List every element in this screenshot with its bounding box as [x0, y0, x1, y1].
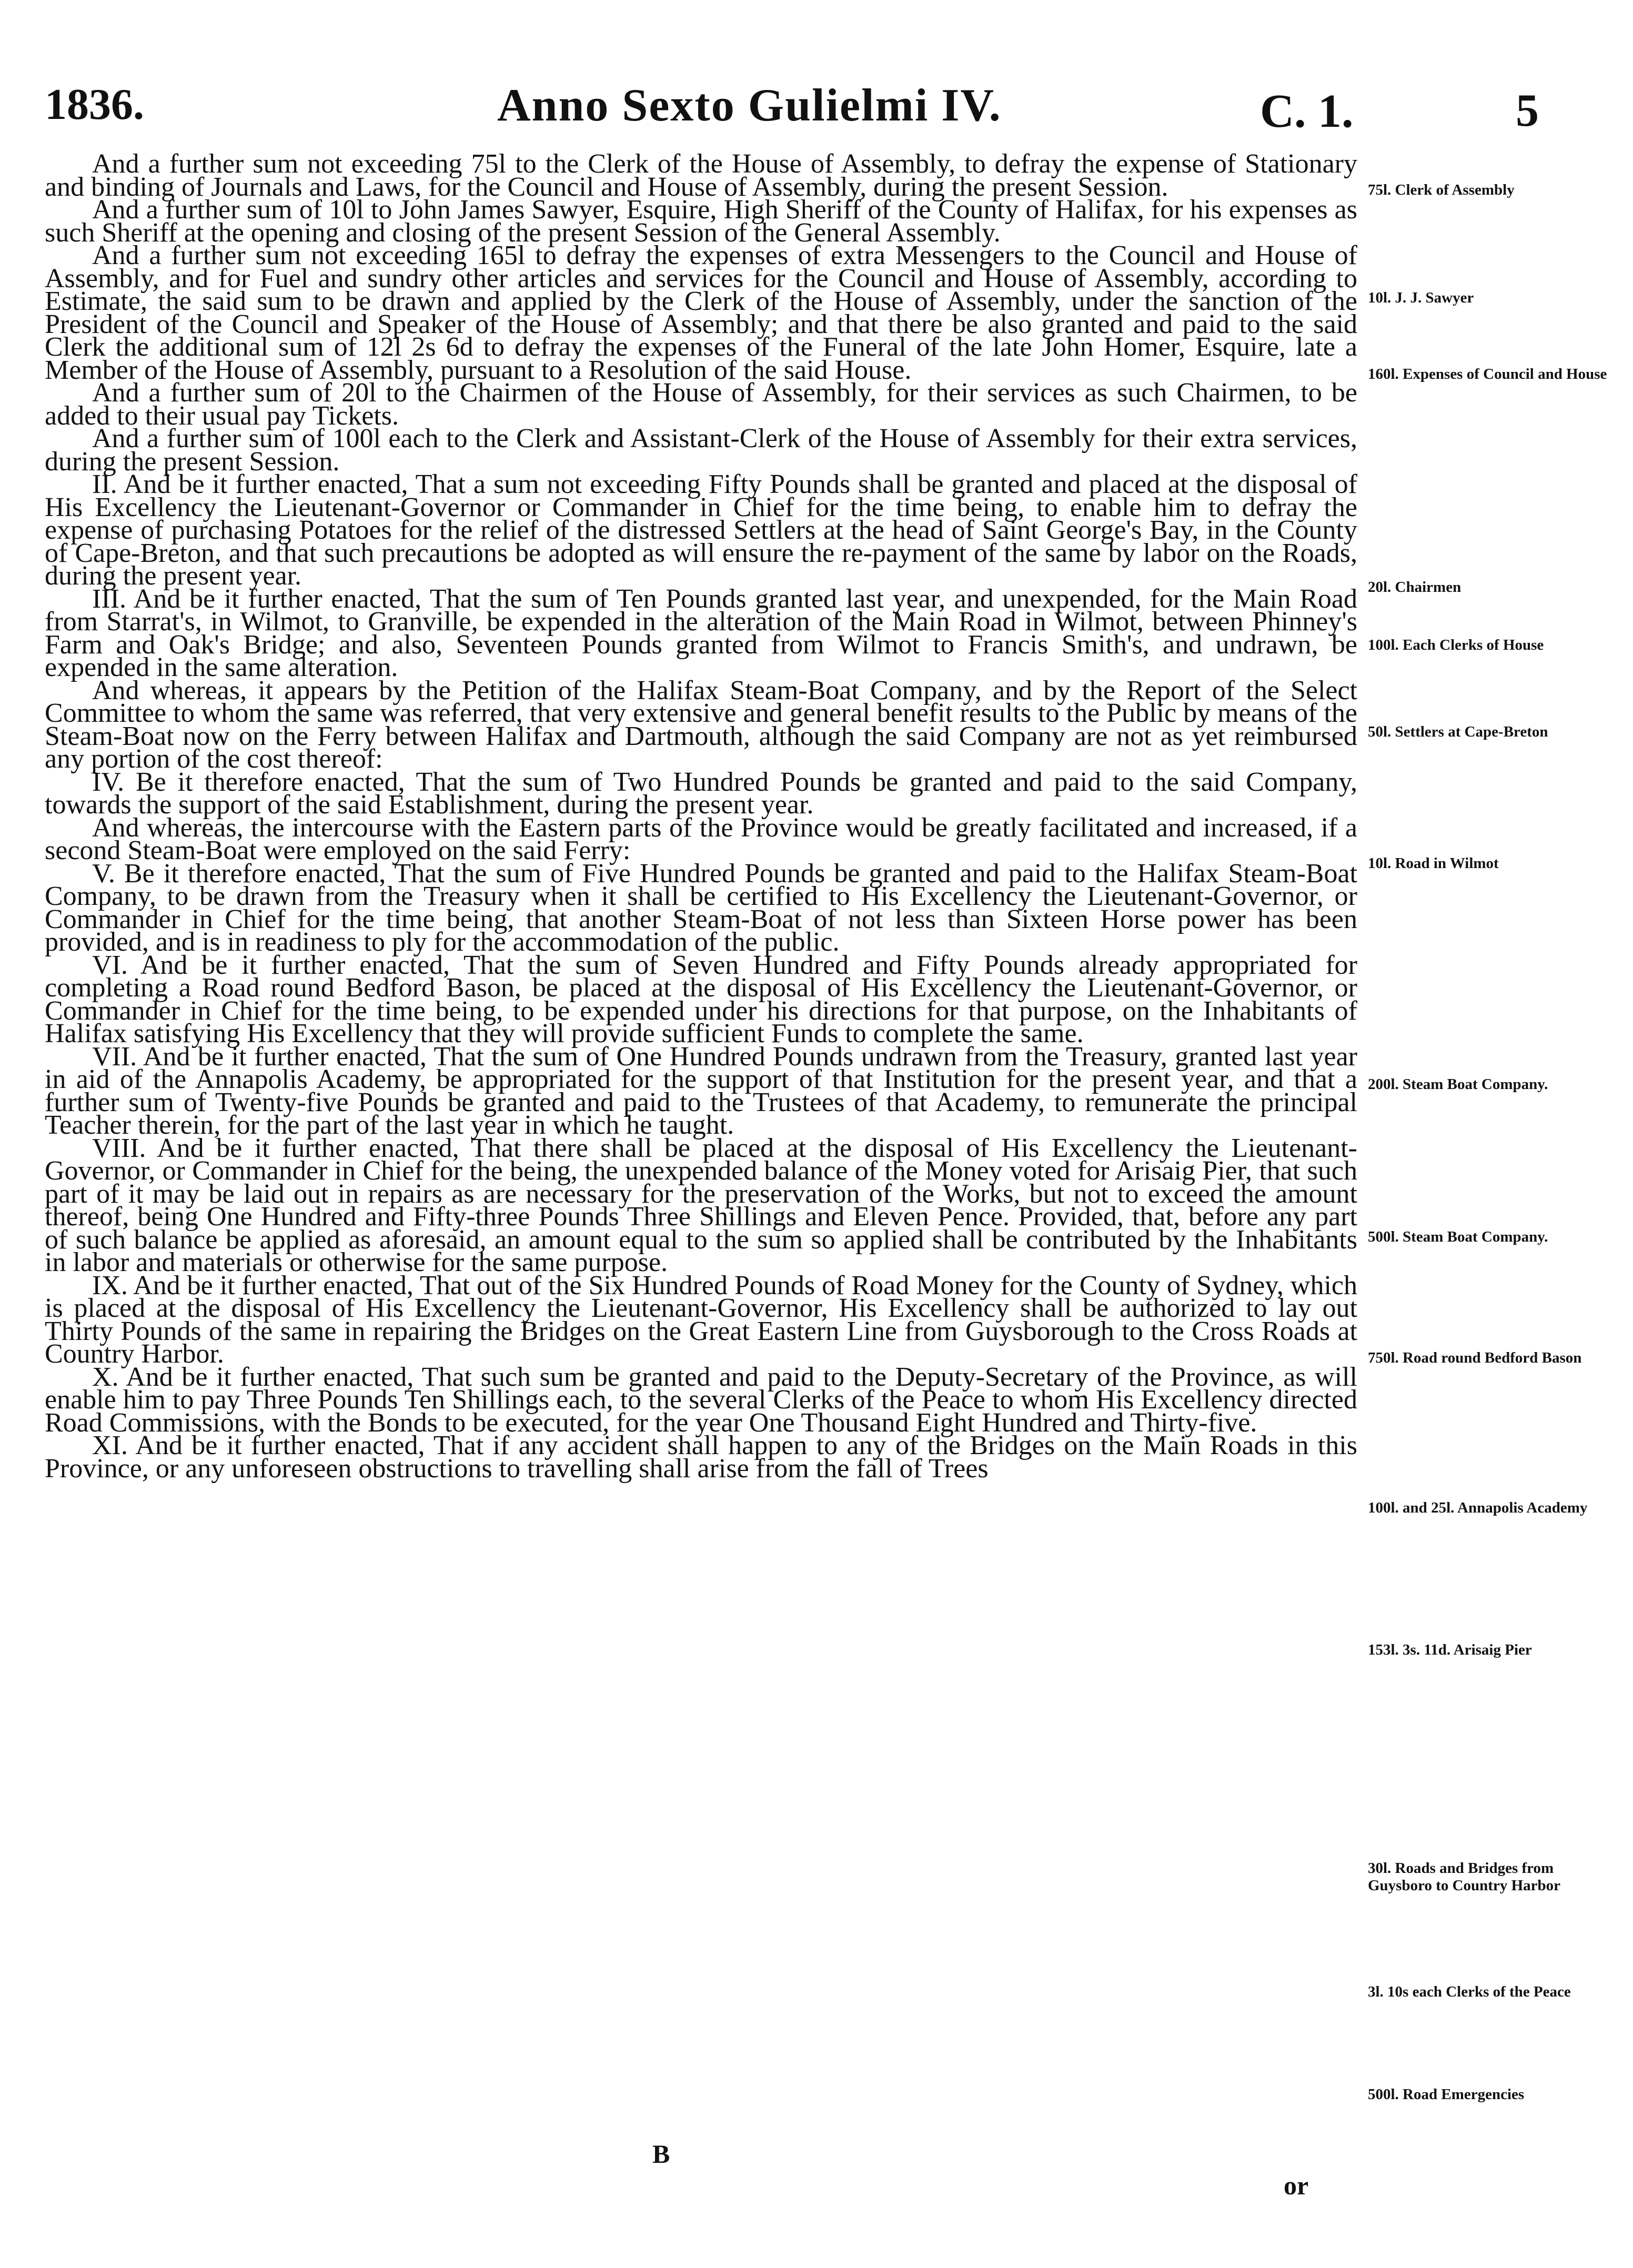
paragraph: X. And be it further enacted, That such sum be granted and paid to the Deputy-Secretary of the Province, as will enable him to pay Three Pounds Ten Shillings each, to the several Clerks of the Peace to whom His Excellency directed Road Commissions, with the Bonds to be executed, for the year One Thousand Eight Hundred and Thirty-five. — [45, 1362, 1357, 1438]
header-year: 1836. — [45, 80, 144, 129]
margin-note: 20l. Chairmen — [1368, 579, 1461, 596]
signature-mark: B — [652, 2139, 670, 2169]
paragraph: V. Be it therefore enacted, That the sum of Five Hundred Pounds be granted and paid to the Halifax Steam-Boat Company, to be drawn from the Treasury when it shall be certified to His Excellency the Lieutenant-Governor, or Commander in Chief for the time being, that another Steam-Boat of not less than Sixteen Horse power has been provided, and is in readiness to ply for the accommodation of the public. — [45, 858, 1357, 957]
margin-note: 10l. J. J. Sawyer — [1368, 289, 1474, 306]
paragraph: VII. And be it further enacted, That the sum of One Hundred Pounds undrawn from the Treasury, granted last year in aid of the Annapolis Academy, be appropriated for the support of that Institution for the present year, and that a further sum of Twenty-five Pounds be granted and paid to the Trustees of that Academy, to remunerate the principal Teacher therein, for the part of the last year in which he taught. — [45, 1041, 1357, 1140]
margin-note: 100l. and 25l. Annapolis Academy — [1368, 1499, 1588, 1516]
margin-note: 10l. Road in Wilmot — [1368, 855, 1499, 872]
margin-note: 500l. Road Emergencies — [1368, 2086, 1525, 2103]
page-number: 5 — [1516, 85, 1539, 136]
paragraph: And whereas, it appears by the Petition of the Halifax Steam-Boat Company, and by the Report of the Select Committee to whom the same was referred, that very extensive and general benefit results to the Public by means of the Steam-Boat now on the Ferry between Halifax and Dartmouth, although the said Company are not as yet reimbursed any portion of the cost thereof: — [45, 675, 1357, 774]
paragraph: VIII. And be it further enacted, That there shall be placed at the disposal of His Excellency the Lieutenant-Governor, or Commander in Chief for the being, the unexpended balance of the Money voted for Arisaig Pier, that such part of it may be laid out in repairs as are necessary for the preservation of the Works, but not to exceed the amount thereof, being One Hundred and Fifty-three Pounds Three Shillings and Eleven Pence. Provided, that, before any part of such balance be applied as aforesaid, an amount equal to the sum so applied shall be contributed by the Inhabitants in labor and materials or otherwise for the same purpose. — [45, 1133, 1357, 1277]
paragraph: VI. And be it further enacted, That the sum of Seven Hundred and Fifty Pounds already appropriated for completing a Road round Bedford Bason, be placed at the disposal of His Excellency the Lieutenant-Governor, or Commander in Chief for the time being, to be expended under his directions for that purpose, on the Inhabitants of Halifax satisfying His Excellency that they will provide sufficient Funds to complete the same. — [45, 950, 1357, 1049]
paragraph: XI. And be it further enacted, That if any accident shall happen to any of the Bridges on the Main Roads in this Province, or any unforeseen obstructions to travelling shall arise from the fall of Trees — [45, 1430, 1357, 1484]
margin-note: 750l. Road round Bedford Bason — [1368, 1349, 1582, 1366]
margin-note: 160l. Expenses of Council and House — [1368, 366, 1607, 382]
header-chapter: C. 1. — [1260, 85, 1354, 137]
header-title: Anno Sexto Gulielmi IV. — [497, 80, 1002, 131]
margin-note: 75l. Clerk of Assembly — [1368, 182, 1515, 198]
paragraph: IX. And be it further enacted, That out of the Six Hundred Pounds of Road Money for the County of Sydney, which is placed at the disposal of His Excellency the Lieutenant-Governor, His Excellency shall be authorized to lay out Thirty Pounds of the same in repairing the Bridges on the Great Eastern Line from Guysborough to the Cross Roads at Country Harbor. — [45, 1270, 1357, 1369]
paragraph: And a further sum not exceeding 165l to defray the expenses of extra Messengers to the Council and House of Assembly, and for Fuel and sundry other articles and services for the Council and House of Assembly, according to Estimate, the said sum to be drawn and applied by the Clerk of the House of Assembly, under the sanction of the President of the Council and Speaker of the House of Assembly; and that there be also granted and paid to the said Clerk the additional sum of 12l 2s 6d to defray the expenses of the Funeral of the late John Homer, Esquire, late a Member of the House of Assembly, pursuant to a Resolution of the said House. — [45, 240, 1357, 385]
margin-note: 200l. Steam Boat Company. — [1368, 1076, 1548, 1093]
margin-note: 100l. Each Clerks of House — [1368, 637, 1544, 653]
margin-note: 153l. 3s. 11d. Arisaig Pier — [1368, 1641, 1532, 1658]
paragraph: And a further sum not exceeding 75l to the Clerk of the House of Assembly, to defray the expense of Stationary and binding of Journals and Laws, for the Council and House of Assembly, during the present Session. — [45, 149, 1357, 202]
margin-note: 3l. 10s each Clerks of the Peace — [1368, 1983, 1571, 2000]
paragraph: And a further sum of 10l to John James Sawyer, Esquire, High Sheriff of the County of Halifax, for his expenses as such Sheriff at the opening and closing of the present Session of the General Assembly. — [45, 195, 1357, 248]
paragraph: II. And be it further enacted, That a sum not exceeding Fifty Pounds shall be granted and placed at the disposal of His Excellency the Lieutenant-Governor or Commander in Chief for the time being, to enable him to defray the expense of purchasing Potatoes for the relief of the distressed Settlers at the head of Saint George's Bay, in the County of Cape-Breton, and that such precautions be adopted as will ensure the re-payment of the same by labor on the Roads, during the present year. — [45, 469, 1357, 591]
margin-note: 30l. Roads and Bridges from Guysboro to Country Harbor — [1368, 1860, 1561, 1894]
statute-body — [45, 149, 1357, 1484]
margin-note: 50l. Settlers at Cape-Breton — [1368, 723, 1548, 740]
paragraph: And a further sum of 100l each to the Clerk and Assistant-Clerk of the House of Assembly for their extra services, during the present Session. — [45, 424, 1357, 477]
paragraph: III. And be it further enacted, That the sum of Ten Pounds granted last year, and unexpended, for the Main Road from Starrat's, in Wilmot, to Granville, be expended in the alteration of the Main Road in Wilmot, between Phinney's Farm and Oak's Bridge; and also, Seventeen Pounds granted from Wilmot to Francis Smith's, and undrawn, be expended in the same alteration. — [45, 583, 1357, 682]
catchword: or — [1284, 2171, 1309, 2200]
paragraph: And a further sum of 20l to the Chairmen of the House of Assembly, for their services as such Chairmen, to be added to their usual pay Tickets. — [45, 378, 1357, 431]
margin-note: 500l. Steam Boat Company. — [1368, 1228, 1548, 1245]
paragraph: IV. Be it therefore enacted, That the sum of Two Hundred Pounds be granted and paid to the said Company, towards the support of the said Establishment, during the present year. — [45, 767, 1357, 820]
paragraph: And whereas, the intercourse with the Eastern parts of the Province would be greatly facilitated and increased, if a second Steam-Boat were employed on the said Ferry: — [45, 812, 1357, 865]
